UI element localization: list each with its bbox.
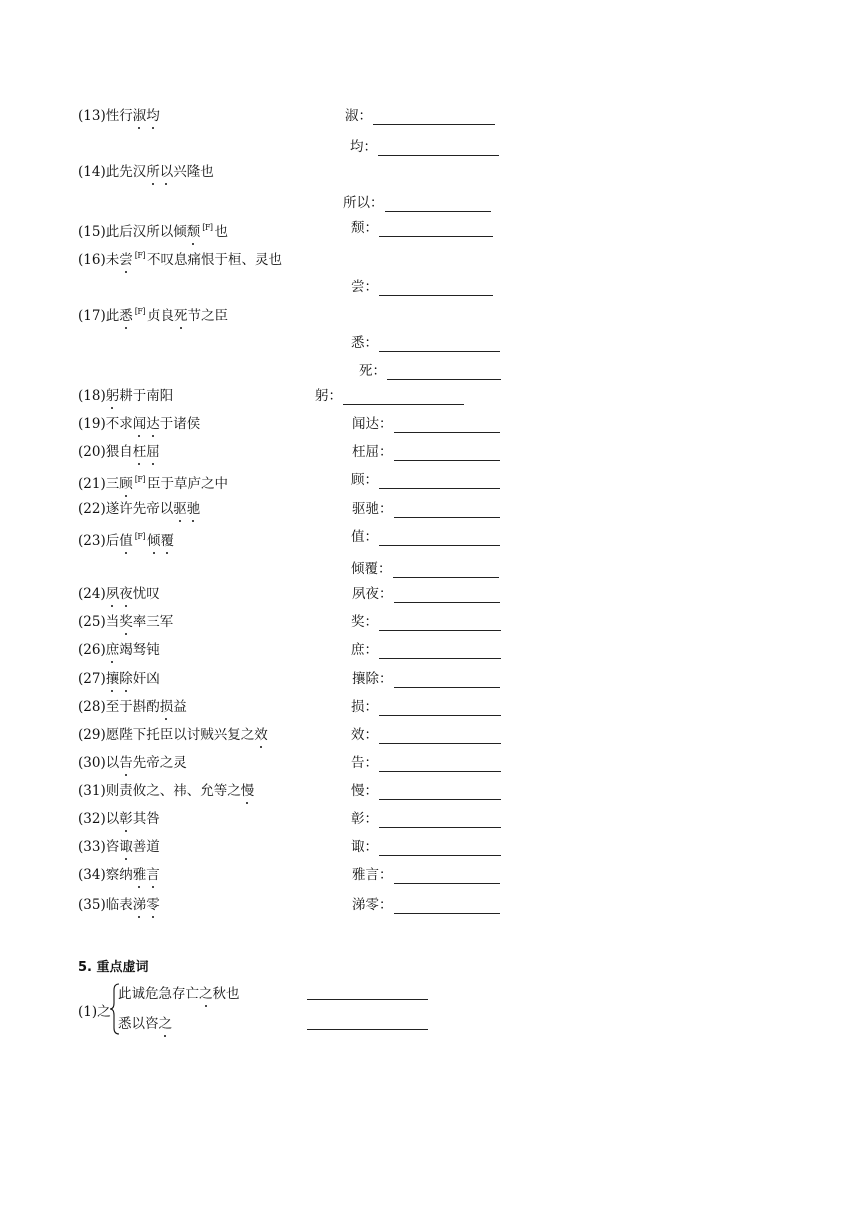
key-character: 淑: [132, 108, 147, 124]
question-number: (16): [78, 252, 106, 268]
sentence-text: 遂许先帝以: [105, 501, 174, 517]
sentence-text: 兴隆也: [173, 164, 214, 180]
answer-blank[interactable]: [379, 223, 493, 237]
answer-label: 尝：: [351, 279, 378, 295]
question-item: [78, 782, 254, 800]
answer-blank[interactable]: [385, 198, 491, 212]
answer-field: [351, 334, 500, 352]
answer-label: 颓：: [351, 220, 378, 236]
question-item: [78, 303, 228, 325]
question-number: (19): [78, 416, 106, 432]
question-number: (27): [78, 671, 106, 687]
sentence-text: 愿陛下托臣以讨贼兴复之: [105, 727, 255, 743]
question-number: (33): [78, 839, 106, 855]
question-item: [78, 698, 187, 716]
question-item: [78, 641, 160, 659]
answer-field: [351, 528, 500, 546]
key-character: 效: [254, 727, 268, 743]
answer-field: [350, 138, 499, 156]
key-character: 涕: [132, 897, 147, 913]
sentence-text: 不求: [105, 416, 133, 432]
question-item: [78, 163, 214, 181]
answer-blank[interactable]: [379, 475, 500, 489]
answer-blank[interactable]: [379, 338, 500, 352]
sentence-text: 察纳: [105, 867, 133, 883]
answer-field: [351, 613, 501, 631]
question-item: [78, 415, 200, 433]
key-character: 均: [146, 108, 160, 124]
sentence-text: 以: [105, 755, 120, 771]
question-number: (31): [78, 783, 106, 799]
sentence-text: 猥自: [105, 444, 133, 460]
answer-label: 攘除：: [352, 671, 393, 687]
answer-blank[interactable]: [379, 842, 501, 856]
answer-blank[interactable]: [379, 617, 501, 631]
sentence-text: 则责攸之、祎、允等之: [105, 783, 241, 799]
question-number: (28): [78, 699, 106, 715]
key-character: 颓: [186, 224, 201, 240]
sentence-text: 贞良死节之臣: [147, 308, 229, 324]
answer-blank[interactable]: [379, 786, 501, 800]
answer-blank[interactable]: [379, 730, 501, 744]
sentence-text: 先帝之灵: [132, 755, 187, 771]
sentence-text: 后: [105, 533, 120, 549]
answer-blank[interactable]: [394, 447, 500, 461]
sentence-text: 此后汉所以倾: [105, 224, 187, 240]
question-number: (18): [78, 388, 106, 404]
sentence-text: 于诸侯: [159, 416, 201, 432]
question-item: [78, 471, 228, 493]
answer-blank[interactable]: [387, 366, 501, 380]
answer-label: 夙夜：: [352, 586, 393, 602]
answer-label: 值：: [351, 529, 378, 545]
question-number: (34): [78, 867, 106, 883]
question-number: (14): [78, 164, 106, 180]
sentence-text: 咨: [105, 839, 120, 855]
answer-blank[interactable]: [379, 758, 501, 772]
answer-label: 彰：: [351, 811, 378, 827]
answer-label: 死：: [359, 363, 386, 379]
key-character: 躬: [105, 388, 120, 404]
key-character: 悉: [119, 308, 133, 324]
answer-field: [352, 585, 500, 603]
answer-label: 奖：: [351, 614, 378, 630]
sentence-text: 以: [105, 811, 120, 827]
key-character: 顾: [119, 476, 133, 492]
sentence-text: 其咎: [132, 811, 160, 827]
sentence-text: 三: [105, 476, 120, 492]
key-character: 告: [119, 755, 133, 771]
answer-blank[interactable]: [379, 645, 501, 659]
key-character: 慢: [240, 783, 255, 799]
answer-field: [352, 443, 500, 461]
answer-label: 倾覆：: [351, 561, 392, 577]
answer-label: 效：: [351, 727, 378, 743]
answer-blank[interactable]: [394, 870, 500, 884]
sentence-text: 率三军: [132, 614, 174, 630]
answer-blank[interactable]: [343, 391, 464, 405]
key-character: 闻: [132, 416, 147, 432]
question-item: [78, 528, 174, 550]
answer-label: 枉屈：: [352, 444, 393, 460]
answer-label: 淑：: [345, 108, 372, 124]
answer-blank[interactable]: [379, 532, 500, 546]
key-character: 尝: [119, 252, 133, 268]
question-number: (15): [78, 224, 106, 240]
answer-label: 顾：: [351, 472, 378, 488]
question-number: (21): [78, 476, 106, 492]
answer-label: 悉：: [351, 335, 378, 351]
answer-label: 损：: [351, 699, 378, 715]
answer-blank[interactable]: [307, 999, 428, 1000]
answer-field: [343, 194, 491, 212]
variant-tag: [F]: [134, 532, 146, 541]
key-character: 屈: [146, 444, 160, 460]
answer-field: [351, 810, 501, 828]
question-item: [78, 726, 268, 744]
answer-label: 庶：: [351, 642, 378, 658]
answer-blank[interactable]: [379, 814, 501, 828]
question-item: [78, 810, 160, 828]
answer-blank[interactable]: [378, 142, 499, 156]
variant-tag: [F]: [134, 251, 146, 260]
key-character: 言: [146, 867, 160, 883]
answer-blank[interactable]: [307, 1029, 428, 1030]
question-number: (23): [78, 533, 106, 549]
question-number: (13): [78, 108, 106, 124]
question-number: (20): [78, 444, 106, 460]
section-title: 5. 重点虚词: [78, 960, 149, 975]
question-item: [78, 107, 160, 125]
answer-field: [351, 560, 499, 578]
sentence-text: 竭驽钝: [119, 642, 160, 658]
answer-field: [352, 415, 500, 433]
answer-label: 雅言：: [352, 867, 393, 883]
answer-label: 涕零：: [352, 897, 393, 913]
question-number: (24): [78, 586, 106, 602]
answer-field: [351, 698, 501, 716]
question-number: (25): [78, 614, 106, 630]
sentence-text: 忧叹: [132, 586, 160, 602]
answer-field: [351, 219, 493, 237]
answer-field: [351, 641, 501, 659]
answer-field: [351, 838, 501, 856]
sentence-text: 至于斟酌: [105, 699, 160, 715]
question-number: (35): [78, 897, 106, 913]
question-item: [78, 585, 160, 603]
question-item: [78, 896, 160, 914]
answer-blank[interactable]: [394, 589, 500, 603]
key-character: 庶: [105, 642, 120, 658]
question-number: (29): [78, 727, 106, 743]
question-item: [78, 219, 228, 241]
sentence-text: 临表: [105, 897, 133, 913]
question-item: [78, 443, 160, 461]
key-character: 以: [159, 164, 174, 180]
answer-field: [351, 278, 493, 296]
key-character: 枉: [132, 444, 147, 460]
answer-blank[interactable]: [394, 674, 500, 688]
answer-label: 闻达：: [352, 416, 393, 432]
answer-field: [352, 500, 500, 518]
answer-field: [351, 726, 501, 744]
variant-tag: [F]: [134, 307, 146, 316]
sentence-text: 益: [173, 699, 187, 715]
answer-label: 告：: [351, 755, 378, 771]
answer-field: [315, 387, 464, 405]
question-number: (30): [78, 755, 106, 771]
key-character: 驰: [186, 501, 201, 517]
answer-field: [359, 362, 501, 380]
key-character: 夜: [119, 586, 133, 602]
question-item: [78, 754, 187, 772]
answer-blank[interactable]: [393, 564, 499, 578]
sentence-text: 奸凶: [132, 671, 160, 687]
answer-blank[interactable]: [394, 419, 500, 433]
sentence-text: 不叹息痛恨于桓、灵也: [147, 252, 283, 268]
function-word-example-1: 此诚危急存亡之秋也: [118, 986, 240, 1002]
key-character: 零: [146, 897, 160, 913]
answer-field: [345, 107, 495, 125]
sentence-text: 臣于草庐之中: [147, 476, 229, 492]
answer-blank[interactable]: [379, 282, 493, 296]
function-word-label: (1)之: [78, 1004, 111, 1020]
question-item: [78, 247, 282, 269]
answer-field: [351, 471, 500, 489]
key-character: 夙: [105, 586, 120, 602]
key-character: 诹: [119, 839, 133, 855]
key-character: 损: [159, 699, 174, 715]
sentence-text: 当: [105, 614, 120, 630]
answer-label: 均：: [350, 139, 377, 155]
answer-field: [351, 782, 501, 800]
answer-field: [351, 754, 501, 772]
sentence-text: 此: [105, 308, 120, 324]
sentence-text: 此先汉: [105, 164, 147, 180]
key-character: 彰: [119, 811, 133, 827]
key-character: 雅: [132, 867, 147, 883]
key-character: 攘: [105, 671, 120, 687]
answer-blank[interactable]: [373, 111, 495, 125]
answer-field: [352, 670, 500, 688]
question-number: (32): [78, 811, 106, 827]
answer-label: 诹：: [351, 839, 378, 855]
question-item: [78, 670, 160, 688]
question-item: [78, 500, 200, 518]
key-character: 值: [119, 533, 133, 549]
answer-label: 慢：: [351, 783, 378, 799]
answer-field: [352, 866, 500, 884]
answer-label: 躬：: [315, 388, 342, 404]
answer-label: 驱驰：: [352, 501, 393, 517]
question-item: [78, 866, 160, 884]
variant-tag: [F]: [202, 223, 213, 232]
sentence-text: 未: [105, 252, 120, 268]
sentence-text: 倾覆: [147, 533, 175, 549]
key-character: 奖: [119, 614, 133, 630]
answer-blank[interactable]: [394, 900, 500, 914]
question-number: (17): [78, 308, 106, 324]
question-item: [78, 613, 173, 631]
question-item: [78, 387, 173, 405]
question-number: (22): [78, 501, 106, 517]
key-character: 所: [146, 164, 160, 180]
question-item: [78, 838, 160, 856]
answer-field: [352, 896, 500, 914]
sentence-text: 善道: [132, 839, 160, 855]
answer-blank[interactable]: [379, 702, 501, 716]
key-character: 除: [119, 671, 133, 687]
question-number: (26): [78, 642, 106, 658]
function-word-example-2: 悉以咨之: [118, 1016, 172, 1032]
variant-tag: [F]: [134, 475, 146, 484]
sentence-text: 也: [214, 224, 229, 240]
answer-blank[interactable]: [394, 504, 500, 518]
sentence-text: 性行: [105, 108, 133, 124]
key-character: 达: [146, 416, 160, 432]
sentence-text: 耕于南阳: [119, 388, 174, 404]
key-character: 驱: [173, 501, 187, 517]
answer-label: 所以：: [343, 195, 384, 211]
